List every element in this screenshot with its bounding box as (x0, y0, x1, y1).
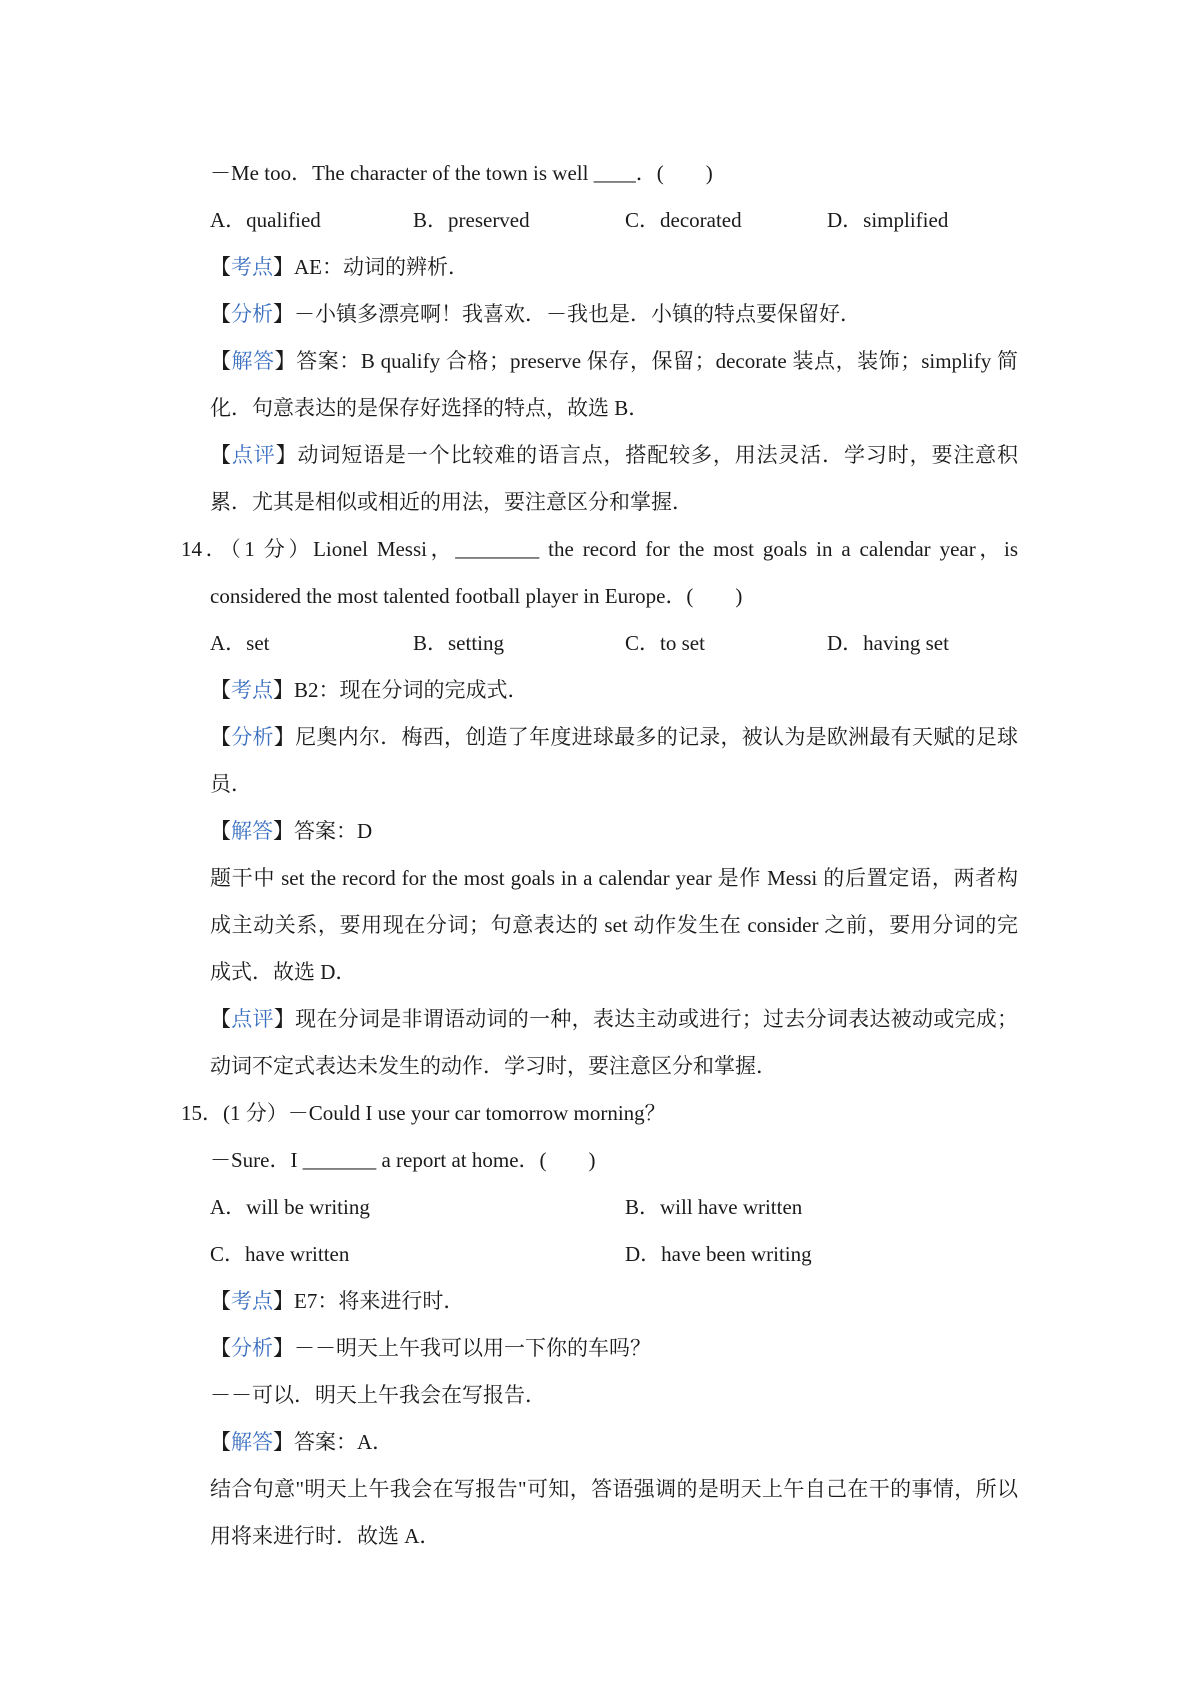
q15-fenxi-line-2: －－可以．明天上午我会在写报告． (210, 1383, 546, 1407)
q14-option-a: A．set (210, 631, 270, 655)
q13-fenxi: 【分析】－小镇多漂亮啊！我喜欢．－我也是．小镇的特点要保留好． (210, 302, 861, 326)
q14-dianping-line-1: 现在分词是非谓语动词的一种，表达主动或进行；过去分词表达被动或完成； (295, 1007, 1019, 1031)
q15-jieda-text: 答案：A． (294, 1430, 394, 1454)
q14-options (0, 620, 1200, 667)
q14-dianping: 【点评】现在分词是非谓语动词的一种，表达主动或进行；过去分词表达被动或完成； (210, 1007, 1019, 1031)
kaodian-label: 考点 (231, 255, 273, 279)
q15-explain-1 (0, 1466, 1200, 1513)
q14-fenxi-line-2: 员． (210, 772, 252, 796)
q14-stem-line-2: considered the most talented football player in Europe．( ) (210, 584, 743, 608)
jieda-label: 解答 (231, 349, 275, 373)
q13-options (0, 197, 1200, 244)
q15-explain-line-1: 结合句意"明天上午我会在写报告"可知，答语强调的是明天上午自己在干的事情，所以 (210, 1477, 1018, 1501)
q13-jieda-line-1: 答案：B qualify 合格；preserve 保存，保留；decorate 装点，装饰；simplify 简 (296, 349, 1019, 373)
q15-stem-line-2: －Sure．I _______ a report at home．( ) (210, 1148, 596, 1172)
fenxi-label: 分析 (231, 725, 274, 749)
q14-option-c: C．to set (625, 631, 705, 655)
q13-option-d: D．simplified (827, 208, 949, 232)
q14-explain-line-2: 成主动关系，要用现在分词；句意表达的 set 动作发生在 consider 之前，要用分词的完 (210, 913, 1018, 937)
q15-options-row-2 (0, 1231, 1200, 1278)
q14-dianping-line-2: 动词不定式表达未发生的动作．学习时，要注意区分和掌握． (210, 1054, 777, 1078)
q15-stem-line-1: 15．(1 分）－Could I use your car tomorrow morning？ (181, 1101, 666, 1125)
q15-option-b: B．will have written (625, 1195, 803, 1219)
q13-option-c: C．decorated (625, 208, 742, 232)
kaodian-label: 考点 (231, 1289, 273, 1313)
q14-explain-1 (0, 855, 1200, 902)
q14-jieda: 【解答】答案：D (210, 819, 373, 843)
q15-option-d: D．have been writing (625, 1242, 812, 1266)
jieda-label: 解答 (231, 819, 273, 843)
q14-option-d: D．having set (827, 631, 949, 655)
q13-jieda: 【解答】答案：B qualify 合格；preserve 保存，保留；decorate 装点，装饰；simplify 简 (210, 349, 1019, 373)
jieda-label: 解答 (231, 1430, 273, 1454)
q14-option-b: B．setting (413, 631, 505, 655)
q13-dianping-line-2: 累．尤其是相似或相近的用法，要注意区分和掌握． (210, 490, 693, 514)
q13-dianping: 【点评】动词短语是一个比较难的语言点，搭配较多，用法灵活．学习时，要注意积 (210, 443, 1019, 467)
q14-kaodian: 【考点】B2：现在分词的完成式． (210, 678, 529, 702)
q14-stem-line-1: 14．（1 分）Lionel Messi，________ the record for the most goals in a calendar year，is (181, 537, 1018, 561)
q13-jieda-line-2: 化．句意表达的是保存好选择的特点，故选 B． (210, 396, 650, 420)
q13-fenxi-text: －小镇多漂亮啊！我喜欢．－我也是．小镇的特点要保留好． (294, 302, 861, 326)
dianping-label: 点评 (231, 443, 276, 467)
q15-jieda: 【解答】答案：A． (210, 1430, 394, 1454)
q15-fenxi: 【分析】－－明天上午我可以用一下你的车吗？ (210, 1336, 651, 1360)
q14-fenxi-line-1: 尼奥内尔．梅西，创造了年度进球最多的记录，被认为是欧洲最有天赋的足球 (295, 725, 1019, 749)
q15-fenxi-line-1: －－明天上午我可以用一下你的车吗？ (294, 1336, 651, 1360)
q14-kaodian-text: B2：现在分词的完成式． (294, 678, 529, 702)
q15-options-row-1 (0, 1184, 1200, 1231)
q13-option-b: B．preserved (413, 208, 530, 232)
q13-kaodian-text: AE：动词的辨析． (294, 255, 469, 279)
fenxi-label: 分析 (231, 302, 273, 326)
q14-explain-line-3: 成式．故选 D． (210, 960, 357, 984)
q14-fenxi: 【分析】尼奥内尔．梅西，创造了年度进球最多的记录，被认为是欧洲最有天赋的足球 (210, 725, 1019, 749)
q13-stem-tail: －Me too．The character of the town is well ____．( ) (210, 161, 713, 185)
q14-explain-2 (0, 902, 1200, 949)
dianping-label: 点评 (231, 1007, 274, 1031)
q13-dianping-line-1: 动词短语是一个比较难的语言点，搭配较多，用法灵活．学习时，要注意积 (297, 443, 1019, 467)
q15-kaodian: 【考点】E7：将来进行时． (210, 1289, 465, 1313)
q15-option-c: C．have written (210, 1242, 350, 1266)
q15-explain-line-2: 用将来进行时．故选 A． (210, 1524, 441, 1548)
q14-explain-line-1: 题干中 set the record for the most goals in a calendar year 是作 Messi 的后置定语，两者构 (210, 866, 1018, 890)
q14-jieda-text: 答案：D (294, 819, 373, 843)
fenxi-label: 分析 (231, 1336, 273, 1360)
q13-kaodian: 【考点】AE：动词的辨析． (210, 255, 469, 279)
q15-option-a: A．will be writing (210, 1195, 370, 1219)
kaodian-label: 考点 (231, 678, 273, 702)
q15-kaodian-text: E7：将来进行时． (294, 1289, 465, 1313)
q14-stem (0, 526, 1200, 573)
q13-option-a: A．qualified (210, 208, 321, 232)
